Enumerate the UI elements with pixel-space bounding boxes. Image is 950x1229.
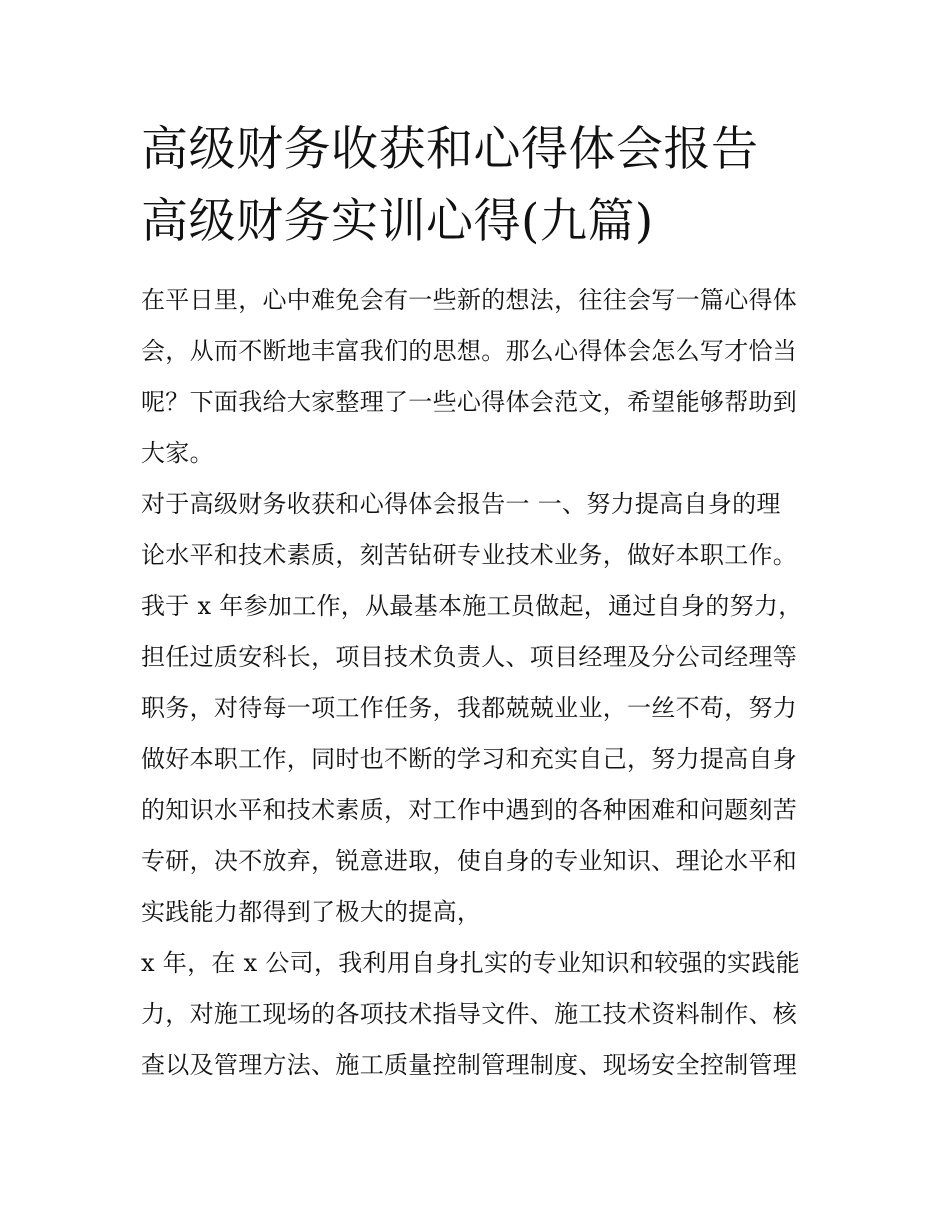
document-title (141, 114, 821, 258)
body-line: 的知识水平和技术素质，对工作中遇到的各种困难和问题刻苦 (141, 796, 798, 824)
title-line: 高级财务收获和心得体会报告 (141, 122, 759, 177)
body-line: 呢？下面我给大家整理了一些心得体会范文，希望能够帮助到 (141, 388, 798, 416)
body-line: 大家。 (141, 439, 214, 467)
body-line: 在平日里，心中难免会有一些新的想法，往往会写一篇心得体 (141, 286, 798, 314)
body-line: 查以及管理方法、施工质量控制管理制度、现场安全控制管理 (141, 1051, 798, 1079)
body-line: 职务，对待每一项工作任务，我都兢兢业业，一丝不苟，努力 (141, 694, 798, 722)
body-line: 专研，决不放弃，锐意进取，使自身的专业知识、理论水平和 (141, 847, 798, 875)
body-line: 做好本职工作，同时也不断的学习和充实自己，努力提高自身 (141, 745, 798, 773)
body-line: x 年，在 x 公司，我利用自身扎实的专业知识和较强的实践能 (141, 949, 800, 977)
title-line: 高级财务实训心得(九篇) (141, 194, 654, 249)
body-line: 实践能力都得到了极大的提高， (141, 898, 482, 926)
body-line: 我于 x 年参加工作，从最基本施工员做起，通过自身的努力， (141, 592, 803, 620)
document-body (141, 275, 813, 1091)
body-line: 论水平和技术素质，刻苦钻研专业技术业务，做好本职工作。 (141, 541, 798, 569)
body-line: 会，从而不断地丰富我们的思想。那么心得体会怎么写才恰当 (141, 337, 798, 365)
body-line: 力，对施工现场的各项技术指导文件、施工技术资料制作、核 (141, 1000, 798, 1028)
body-line: 对于高级财务收获和心得体会报告一 一、努力提高自身的理 (141, 490, 781, 518)
body-line: 担任过质安科长，项目技术负责人、项目经理及分公司经理等 (141, 643, 798, 671)
